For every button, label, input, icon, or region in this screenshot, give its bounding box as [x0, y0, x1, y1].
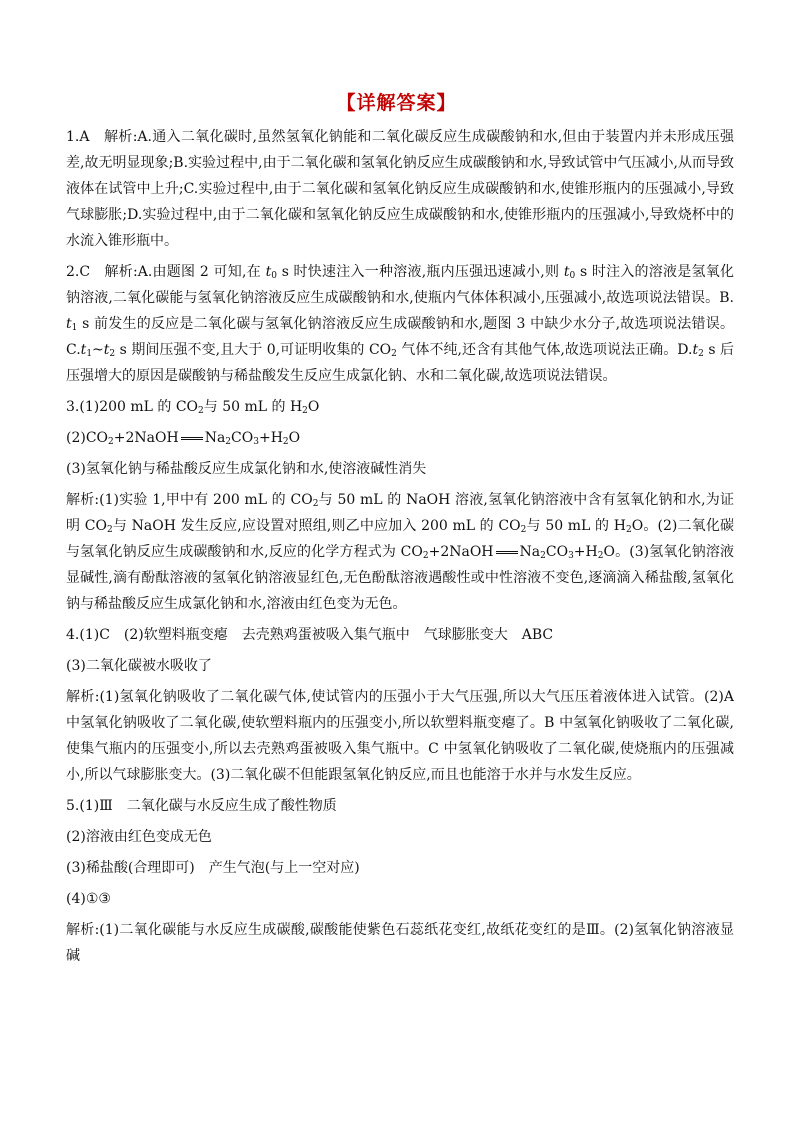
answer-1: 1.A 解析:A.通入二氧化碳时,虽然氢氧化钠能和二氧化碳反应生成碳酸钠和水,但由于装置内并未形成压强差,故无明显现象;B.实验过程中,由于二氧化碳和氢氧化钠反应生成碳酸钠和水,导致试管中气压减小,从而导致液体在试管中上升;C.实验过程中,由于二氧化碳和氢氧化钠反应生成碳酸钠和水,使锥形瓶内的压强减小,导致气球膨胀;D.实验过程中,由于二氧化碳和氢氧化钠反应生成碳酸钠和水,使锥形瓶内的压强减小,导致烧杯中的水流入锥形瓶中。	[66, 129, 734, 249]
answer-5-part-4: (4)①③	[66, 891, 111, 907]
answer-3-part-1: 3.(1)200 mL 的 $CO_2$与 50 mL 的 $H_2O$	[66, 399, 320, 416]
answers-heading: 【详解答案】	[336, 92, 457, 114]
answer-4-part-1: 4.(1)C (2)软塑料瓶变瘪 去壳熟鸡蛋被吸入集气瓶中 气球膨胀变大 ABC	[66, 627, 554, 643]
answer-3-part-3: (3)氢氧化钠与稀盐酸反应生成氯化钠和水,使溶液碱性消失	[66, 461, 427, 477]
answer-5-part-2: (2)溶液由红色变成无色	[66, 829, 212, 845]
equals-sign	[496, 551, 518, 554]
answer-4-part-3: (3)二氧化碳被水吸收了	[66, 658, 212, 674]
answer-4-explanation: 解析:(1)氢氧化钠吸收了二氧化碳气体,使试管内的压强小于大气压强,所以大气压压着液体进入试管。(2)A 中氢氧化钠吸收了二氧化碳,使软塑料瓶内的压强变小,所以软塑料瓶变瘪了。B 中氢氧化钠吸收了二氧化碳,使集气瓶内的压强变小,所以去壳熟鸡蛋被吸入集气瓶中。C 中氢氧化钠吸收了二氧化碳,使烧瓶内的压强减小,所以气球膨胀变大。(3)二氧化碳不但能跟氢氧化钠反应,而且也能溶于水并与水发生反应。	[66, 689, 734, 783]
answers-content	[66, 124, 734, 974]
answer-3-explanation: 解析:(1)实验 1,甲中有 200 mL 的 $CO_2$与 50 mL 的 NaOH 溶液,氢氧化钠溶液中含有氢氧化钠和水,为证明 $CO_2$与 NaOH 发生反应,应设置对照组,则乙中应加入 200 mL 的 $CO_2$与 50 mL 的 $H_2O$。(2)二氧化碳与氢氧化钠反应生成碳酸钠和水,反应的化学方程式为 $CO_2+2NaOH$ $Na_2CO_3+H_2O$。(3)氢氧化钠溶液显碱性,滴有酚酞溶液的氢氧化钠溶液显红色,无色酚酞溶液遇酸性或中性溶液不变色,逐滴滴入稀盐酸,氢氧化钠与稀盐酸反应生成氯化钠和水,溶液由红色变为无色。	[66, 492, 735, 612]
answer-5-part-1: 5.(1)Ⅲ 二氧化碳与水反应生成了酸性物质	[66, 798, 337, 814]
answer-5-explanation: 解析:(1)二氧化碳能与水反应生成碳酸,碳酸能使紫色石蕊纸花变红,故纸花变红的是Ⅲ。(2)氢氧化钠溶液显碱	[66, 922, 734, 964]
answer-5-part-3: (3)稀盐酸(合理即可) 产生气泡(与上一空对应)	[66, 860, 360, 876]
answer-3-equation: $(2)CO_2+2NaOH$ $Na_2CO_3+H_2O$	[66, 430, 301, 447]
answer-2: 2.C 解析:A.由题图 2 可知,在 $t_0$ s 时快速注入一种溶液,瓶内压强迅速减小,则 $t_0$ s 时注入的溶液是氢氧化钠溶液,二氧化碳能与氢氧化钠溶液反应生成碳酸钠和水,使瓶内气体体积减小,压强减小,故选项说法错误。$B.t_1$ s 前发生的反应是二氧化碳与氢氧化钠溶液反应生成碳酸钠和水,题图 3 中缺少水分子,故选项说法错误。$C.t_1\sim t_2$ s 期间压强不变,且大于 0,可证明收集的 $CO_2$ 气体不纯,还含有其他气体,故选项说法正确。$D.t_2$ s 后压强增大的原因是碳酸钠与稀盐酸发生反应生成氯化钠、水和二氧化碳,故选项说法错误。	[66, 264, 735, 384]
equals-sign	[181, 437, 203, 440]
